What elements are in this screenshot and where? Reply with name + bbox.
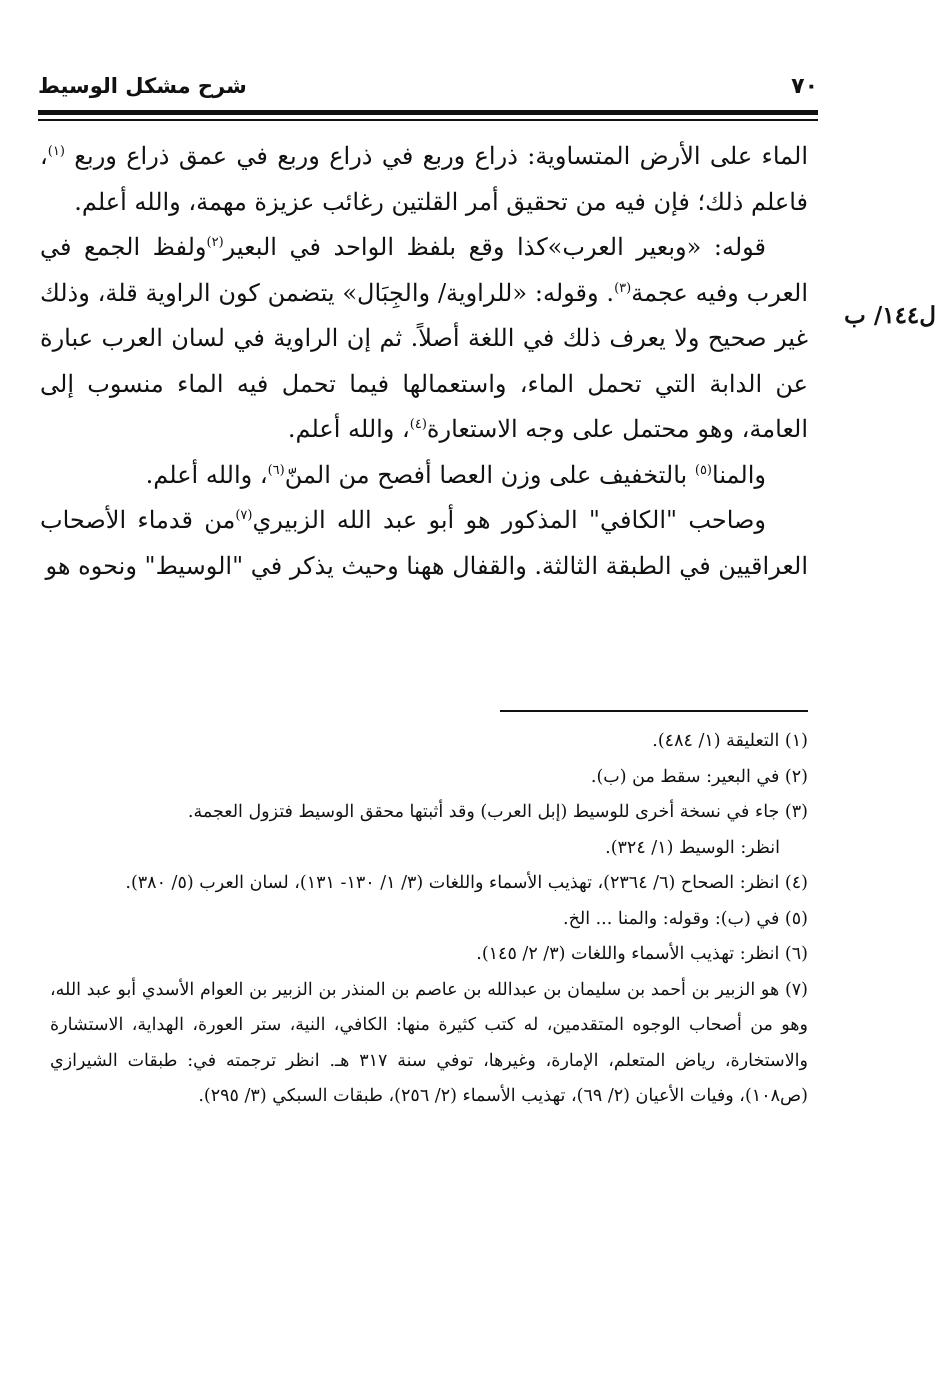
paragraph-4-text-b: من قدماء الأصحاب العراقيين في الطبقة الثالثة. والقفال ههنا وحيث يذكر في "الوسيط" ونحوه هو — [40, 506, 808, 580]
book-title: شرح مشكل الوسيط — [38, 74, 247, 98]
page-number: ٧٠ — [791, 74, 818, 99]
paragraph-4-text-a: وصاحب "الكافي" المذكور هو أبو عبد الله الزبيري — [252, 506, 766, 534]
footnote-7: (٧) هو الزبير بن أحمد بن سليمان بن عبدالله بن عاصم بن المنذر بن الزبير بن العوام الأسدي أبو عبد الله، وهو من أصحاب الوجوه المتقدمين، له كتب كثيرة منها: الكافي، النية، ستر العورة، الهداية، الاستشارة والاستخارة، رياض المتعلم، الإمارة، وغيرها، توفي سنة ٣١٧ هـ. انظر ترجمته في: طبقات الشيرازي (ص١٠٨)، وفيات الأعيان (٢/ ٦٩)، تهذيب الأسماء (٢/ ٢٥٦)، طبقات السبكي (٣/ ٢٩٥). — [50, 979, 808, 1106]
paragraph-1-line-2: فاعلم ذلك؛ فإن فيه من تحقيق أمر القلتين رغائب عزيزة مهمة، والله أعلم. — [74, 187, 808, 216]
footnote-ref-7: (٧) — [235, 508, 253, 523]
paragraph-1-line-1: الماء على الأرض المتساوية: ذراع وربع في ذراع وربع في عمق ذراع وربع — [74, 142, 808, 170]
header-rule-thin — [38, 119, 818, 121]
paragraph-3-text-a: والمنا — [712, 460, 766, 489]
paragraph-2-text-d: ، والله أعلم. — [287, 415, 410, 443]
paragraph-2-text-c: . وقوله: «للراوية/ والجِبَال» يتضمن كون الراوية قلة، وذلك غير صحيح ولا يعرف ذلك في اللغة أصلاً. ثم إن الراوية في لسان العرب عبارة عن الدابة التي تحمل الماء، واستعمالها فيما تحمل فيه الماء منسوب إلى العامة، وهو محتمل على وجه الاستعارة — [40, 278, 808, 443]
footnotes — [50, 724, 808, 1115]
running-header — [38, 74, 818, 104]
paragraph-3-text-c: ، والله أعلم. — [145, 460, 268, 489]
main-text — [40, 134, 808, 589]
footnote-1: (١) التعليقة (١/ ٤٨٤). — [652, 731, 808, 751]
footnote-3-continued: انظر: الوسيط (١/ ٣٢٤). — [605, 837, 780, 858]
footnote-5: (٥) في (ب): وقوله: والمنا ... الخ. — [563, 908, 808, 929]
footnote-ref-6: (٦) — [267, 462, 285, 478]
footnote-4: (٤) انظر: الصحاح (٦/ ٢٣٦٤)، تهذيب الأسماء واللغات (٣/ ١/ ١٣٠- ١٣١)، لسان العرب (٥/ ٣٨٠). — [125, 873, 808, 893]
footnote-6: (٦) انظر: تهذيب الأسماء واللغات (٣/ ٢/ ١٤٥). — [476, 944, 808, 964]
footnote-ref-4: (٤) — [409, 417, 427, 432]
manuscript-folio-marker: ل١٤٤/ ب — [844, 302, 936, 329]
paragraph-3 — [40, 453, 808, 499]
footnote-separator — [500, 710, 808, 712]
footnote-ref-3: (٣) — [614, 280, 632, 296]
paragraph-3-text-b: بالتخفيف على وزن العصا أفصح من المنّ — [284, 460, 695, 489]
footnote-ref-1: (١) — [47, 144, 65, 159]
paragraph-1-comma: ، — [40, 142, 48, 170]
paragraph-2-text-b: ولفظ الجمع في العرب وفيه عجمة — [40, 233, 808, 307]
paragraph-1 — [40, 134, 808, 225]
paragraph-2-text-a: قوله: «وبعير العرب»كذا وقع بلفظ الواحد في البعير — [223, 233, 766, 261]
paragraph-4 — [40, 498, 808, 589]
paragraph-2 — [40, 225, 808, 453]
footnote-2: (٢) في البعير: سقط من (ب). — [590, 766, 808, 787]
footnote-ref-2: (٢) — [206, 235, 224, 250]
footnote-3: (٣) جاء في نسخة أخرى للوسيط (إبل العرب) وقد أثبتها محقق الوسيط فتزول العجمة. — [187, 802, 808, 822]
header-rule-thick — [38, 110, 818, 115]
footnote-ref-5: (٥) — [694, 462, 712, 478]
